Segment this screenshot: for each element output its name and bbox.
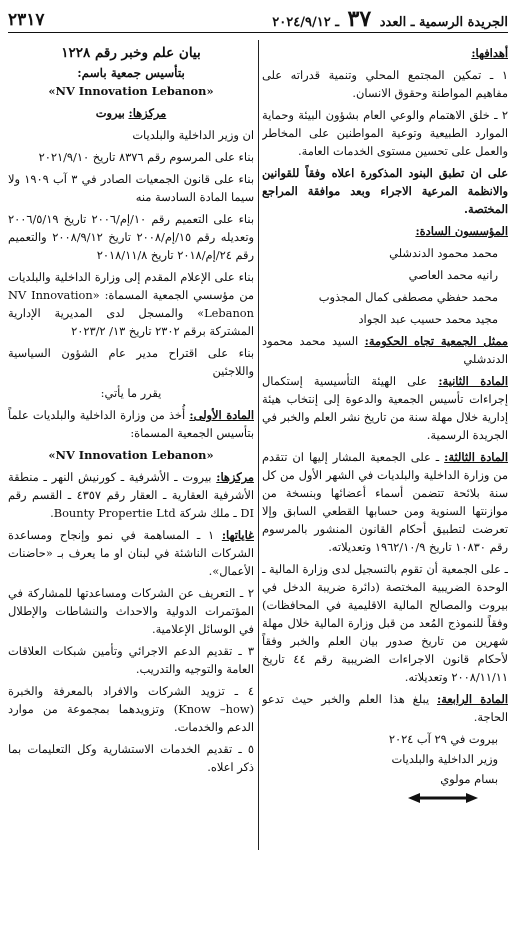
article-1 [8,406,254,442]
decides-line: يقرر ما يأتي: [100,386,162,400]
headquarters-address [8,468,254,522]
founder-name: مجيد محمد حسيب عبد الجواد [358,312,498,326]
issue-date: ـ ٢٠٢٤/٩/١٢ [272,15,340,30]
article-4-label: المادة الرابعة: [436,692,508,706]
end-of-statement-arrow-icon [262,790,478,808]
page-number: ٢٣١٧ [8,10,45,30]
statement-title: بيان علم وخبر رقم ١٢٢٨ [61,45,201,61]
goals [8,526,254,580]
issuer-line: ان وزير الداخلية والبلديات [132,128,254,142]
column-divider [258,40,259,850]
address-label: مركزها: [216,470,254,484]
goals-label: غاياتها: [221,528,254,542]
page-header [8,6,508,33]
founders-title: المؤسسون السادة: [415,224,508,238]
address-text: بيروت ـ الأشرفية ـ كورنيش النهر ـ منطقة الأشرفية العقارية ـ العقار رقم ٤٣٥٧ ـ القسم رقم DI ـ ملك شركة Bounty Propertie Ltd. [8,470,254,520]
legal-basis-item: بناء على اقتراح مدير عام الشؤون السياسية واللاجئين [8,346,254,378]
article-2 [262,372,508,444]
goal-item: ٣ ـ تقديم الدعم الاجرائي وتأمين شبكات العلاقات العامة والتوجيه والتدريب. [8,644,254,676]
statement-subtitle: بتأسيس جمعية باسم: [77,66,185,80]
association-name-text: «NV Innovation Lebanon» [48,84,214,98]
minister-title: وزير الداخلية والبلديات [391,752,498,766]
gazette-header-title [272,6,508,32]
left-column [8,44,254,926]
goal-item: ٥ ـ تقديم الخدمات الاستشارية وكل التعليمات بما ذكر اعلاه. [8,742,254,774]
legal-basis-item: بناء على التعميم رقم ١٠/إم/٢٠٠٦ تاريخ ٢٠٠٦/٥/١٩ وتعديله رقم ١٥/إم/٢٠٠٨ تاريخ ٢٠٠٨/٩/١٢ والتعميم رقم ٢٤/إم/٢٠١٨ تاريخ ٢٠١٨/١١/٨ [8,212,254,262]
article-1-name-text: «NV Innovation Lebanon» [48,448,214,462]
objective-item: ٢ ـ خلق الاهتمام والوعي العام بشؤون البيئة وحماية الموارد الطبيعية وتوعية المواطنين على المخاطر والعمل على تحسين مستوى الخدمات العامة. [262,108,508,158]
article-2-text: على الهيئة التأسيسية إستكمال إجراءات تأسيس الجمعية والدعوة إلى إنتخاب هيئة إدارية خلال مهلة سنة من تاريخ نشر العلم والخبر في الجريدة الرسمية. [262,374,508,442]
goal-item: ٢ ـ التعريف عن الشركات ومساعدتها للمشاركة في المؤتمرات الدولية والاحداث والنشاطات والإطلال في الوسائل الإعلامية. [8,586,254,636]
article-4 [262,690,508,726]
article-3-text: ـ على الجمعية المشار إليها ان تتقدم من وزارة الداخلية والبلديات في الشهر الأول من كل سنة بلائحة تتضمن أسماء أعضائها وبنسخة من موازنتها السنوية ومن حسابها القطعي السابق وإلا تعرضت لتطبيق أحكام القانون المنشور بالمرسوم رقم ١٠٨٣٠ تاريخ ١٩٦٢/١٠/٩ وتعديلاته. [262,450,508,554]
issue-number: ٣٧ [347,6,372,32]
article-1-label: المادة الأولى: [189,408,254,422]
legal-basis-item: بناء على المرسوم رقم ٨٣٧٦ تاريخ ٢٠٢١/٩/١٠ [38,150,254,164]
article-3-label: المادة الثالثة: [444,450,508,464]
founder-name: محمد حفظي مصطفى كمال المجذوب [318,290,498,304]
government-representative [262,332,508,368]
gazette-name: الجريدة الرسمية ـ العدد [379,15,508,30]
article-2-label: المادة الثانية: [438,374,508,388]
minister-name: بسام مولوي [440,772,498,786]
objective-item: ١ ـ تمكين المجتمع المحلي وتنمية قدراته على مفاهيم المواطنة وحقوق الانسان. [262,68,508,100]
objectives-title: أهدافها: [471,46,508,60]
founder-name: محمد محمود الدندشلي [389,246,498,260]
goal-item: ٤ ـ تزويد الشركات والافراد بالمعرفة والخبرة (Know –how) وتزويدهما بمجموعة من موارد الدعم والخدمات. [8,684,254,734]
association-name [8,82,254,100]
legal-basis-item: بناء على قانون الجمعيات الصادر في ٣ آب ١٩٠٩ ولا سيما المادة السادسة منه [8,172,254,204]
headquarters-city: بيروت [95,106,125,120]
headquarters-label: مركزها: [128,106,167,120]
article-1-text: أُخذ من وزارة الداخلية والبلديات علماً بتأسيس الجمعية المسماة: [8,408,254,440]
signature-date: بيروت في ٢٩ آب ٢٠٢٤ [388,732,498,746]
article-4-text: يبلغ هذا العلم والخبر حيث تدعو الحاجة. [262,692,508,724]
legal-basis-item: بناء على الإعلام المقدم إلى وزارة الداخلية والبلديات من مؤسسي الجمعية المسماة: «NV Innovation Lebanon» والمسجل لدى المديرية الإدارية المشتركة برقم ٢٣٠٢ تاريخ ١٣/ ٢٠٢٣/٢ [8,270,254,338]
article-3 [262,448,508,556]
goal-item: ١ ـ المساهمة في نمو وإنجاح ومساعدة الشركات الناشئة في لبنان او ما يعرف بـ «حاضنات الأعمال». [8,528,254,578]
founder-name: رانيه محمد العاصي [408,268,498,282]
article-3-tax-clause: ـ على الجمعية أن تقوم بالتسجيل لدى وزارة المالية ـ الوحدة الضريبية المختصة (دائرة ضريبة الدخل في بيروت والمصالح المالية الاقليمية في المحافظات) وفقاً للنموذج المُعد من قبل وزارة المالية خلال مهلة شهرين من تاريخ صدور بيان العلم والخبر وفقاً لأحكام قانون الاجراءات الضريبية رقم ٤٤ تاريخ ٢٠٠٨/١١/١١ وتعديلاته. [262,562,508,684]
bylaws-note: على ان تطبق البنود المذكورة اعلاه وفقاً للقوانين والانظمة المرعية الاجراء وبعد موافقة المراجع المختصة. [262,166,508,216]
right-column [262,44,508,926]
article-1-association-name [8,446,254,464]
headquarters [8,104,254,122]
representative-text: السيد محمد محمود الدندشلي [262,334,508,366]
representative-label: ممثل الجمعية تجاه الحكومة: [364,334,508,348]
